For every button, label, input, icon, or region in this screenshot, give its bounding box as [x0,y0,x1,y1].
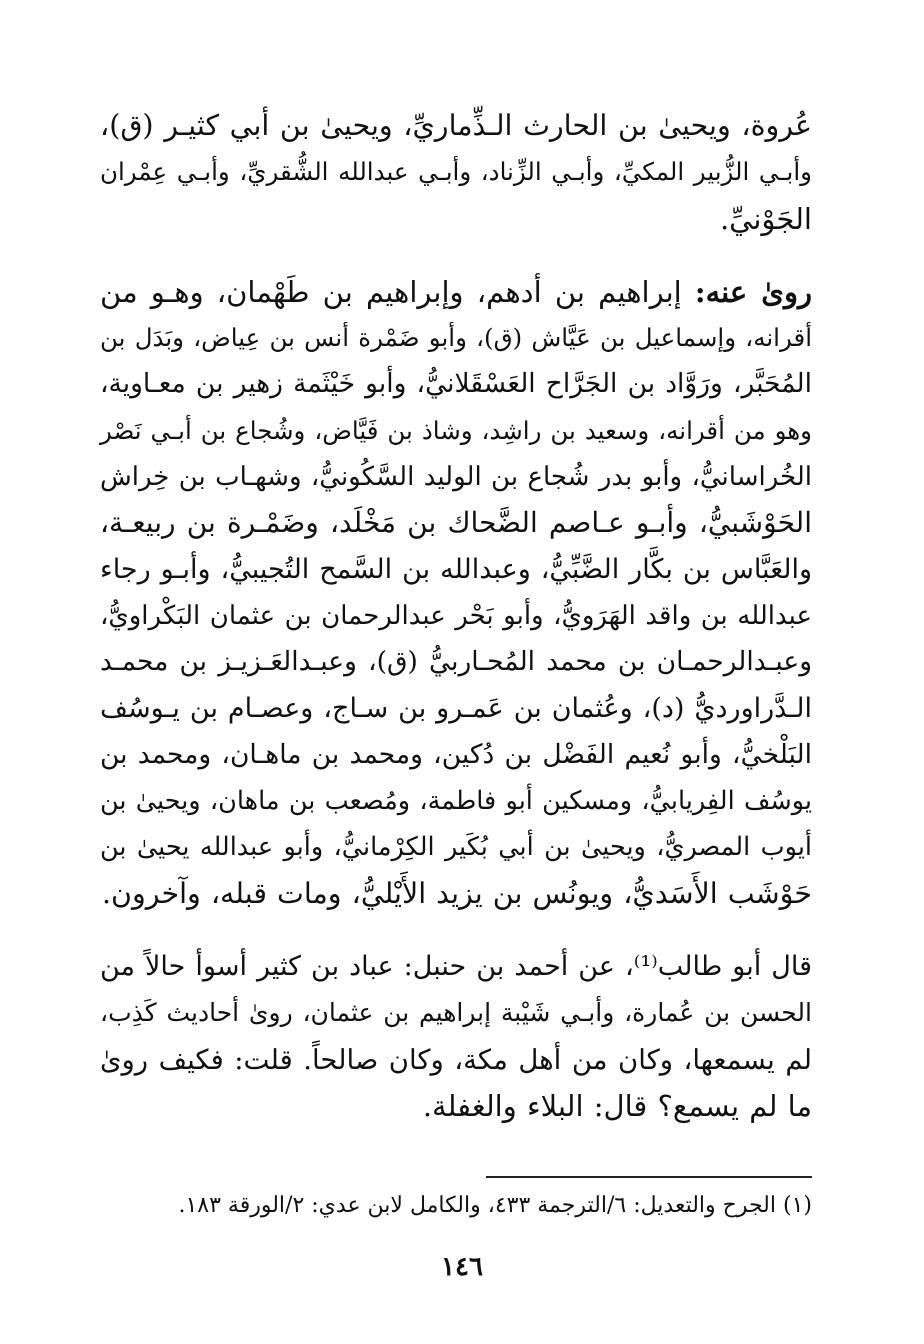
text-line: الـدَّراورديُّ (د)، وعُثمان بن عَمـرو بن سـاج، وعصـام بن يـوسُف [100,692,812,724]
text-line: البَلْخيُّ، وأبو نُعيم الفَضْل بن دُكين، ومحمد بن ماهـان، ومحمد بن [100,738,812,770]
paragraph-abu-talib [100,944,812,1129]
text-line: وعبـدالرحمـان بن محمد المُحـاربيُّ (ق)، وعبـدالعَـزيـز بن محمـد [100,646,812,678]
text-line: أيوب المصريُّ، ويحيىٰ بن أبي بُكَير الكِرْمانيُّ، وأبو عبدالله يحيىٰ بن [100,832,812,863]
footnote-separator [486,1176,812,1178]
text-line: أقرانه، وإسماعيل بن عَيَّاش (ق)، وأبو ضَمْرة أنس بن عِياض، وبَدَل بن [100,323,812,353]
main-text [100,103,812,1129]
page-number: ١٤٦ [441,1252,483,1282]
text-line: وهو من أقرانه، وسعيد بن راشِد، وشاذ بن فَيَّاض، وشُجاع بن أبـي نَصْر [100,415,812,445]
text-line: عُروة، ويحيىٰ بن الحارث الـذِّماريِّ، ويحيىٰ بن أبي كثيـر (ق)، [100,109,812,142]
text-line: قال أبو طالب⁽¹⁾، عن أحمد بن حنبل: عباد بن كثير أسوأ حالاً من [100,951,812,983]
paragraph-narrated-from-him [100,269,812,917]
paragraph-narrators-end [100,103,812,242]
text-line: يوسُف الفِريابيُّ، ومسكين أبو فاطمة، ومُصعب بن ماهان، ويحيىٰ بن [100,786,812,817]
text-line [100,269,812,315]
footnote: (١) الجرح والتعديل: ٦/الترجمة ٤٣٣، والكامل لابن عدي: ٢/الورقة ١٨٣. [178,1193,812,1218]
text-line-rest: إبراهيم بن أدهم، وإبراهيم بن طَهْمان، وهـو من [100,274,695,309]
text-line: الحَوْشَبيُّ، وأبـو عـاصم الضَّحاك بن مَخْلَد، وضَمْـرة بن ربيعـة، [100,506,812,540]
text-line: والعَبَّاس بن بكَّار الضَّبِّيُّ، وعبدالله بن السَّمح التُجيبيُّ، وأبـو رجاء [100,553,812,585]
text-line: الحسن بن عُمارة، وأبـي شَيْبة إبراهيم بن عثمان، رویٰ أحاديث كَذِب، [100,998,812,1028]
text-line: حَوْشَب الأَسَديُّ، ويونُس بن يزيد الأَيْليُّ، ومات قبله، وآخرون. [101,876,812,910]
text-line: المُحَبَّر، ورَوَّاد بن الجَرَّاح العَسْقَلانيُّ، وأبو خَيْثَمة زهير بن معـاوية، [100,368,812,400]
text-line: الخُراسانيُّ، وأبو بدر شُجاع بن الوليد السَّكُونيُّ، وشهـاب بن خِراش [100,462,812,493]
text-line: وأبـي الزُّبير المكيِّ، وأبـي الزِّناد، وأبـي عبدالله الشُّقريِّ، وأبـي عِمْران [100,157,812,187]
text-line: لم يسمعها، وكان من أهل مكة، وكان صالحاً. قلت: فكيف رویٰ [100,1043,812,1076]
text-line: الجَوْنيِّ. [719,201,812,236]
section-lead: رویٰ عنه: [694,274,812,309]
text-line: ما لم يسمع؟ قال: البلاء والغفلة. [422,1088,812,1123]
text-line: عبدالله بن واقد الهَرَويُّ، وأبو بَحْر عبدالرحمان بن عثمان البَكْراويُّ، [100,600,812,631]
